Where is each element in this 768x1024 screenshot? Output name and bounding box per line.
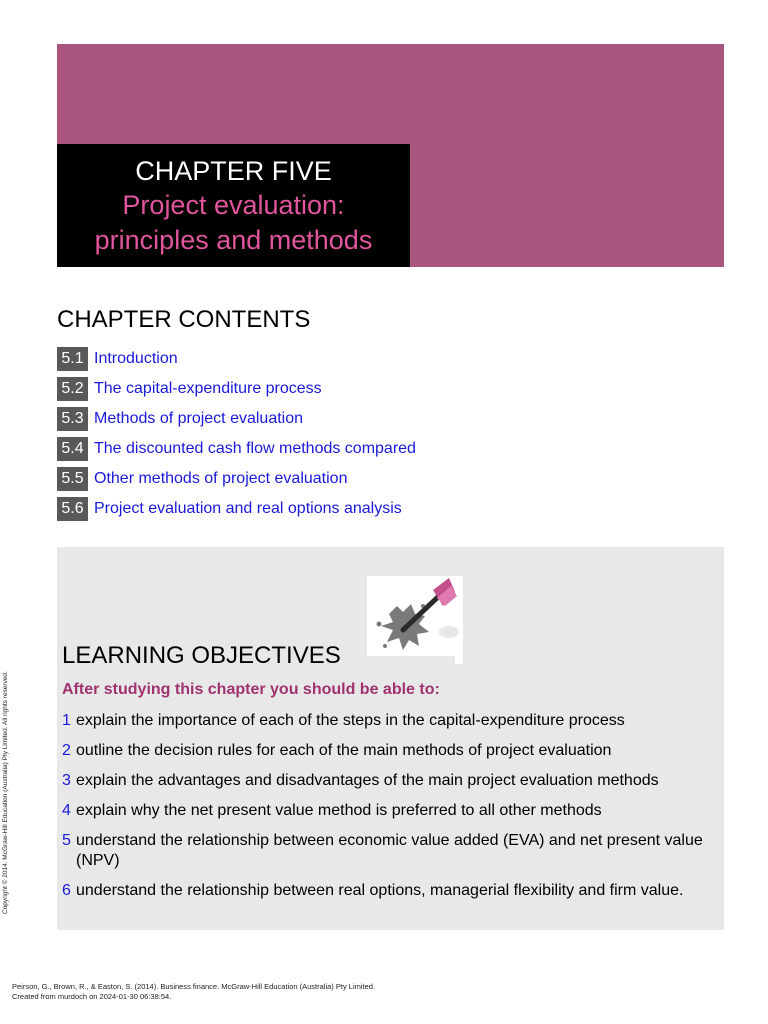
section-number: 5.5 (57, 467, 88, 491)
section-link[interactable]: Other methods of project evaluation (94, 470, 348, 487)
chapter-title-box (57, 144, 410, 267)
objective-item (62, 771, 722, 791)
contents-heading: CHAPTER CONTENTS (57, 306, 311, 333)
objective-number: 4 (62, 802, 71, 819)
contents-list (57, 344, 416, 524)
objective-text: understand the relationship between real options, managerial flexibility and firm value. (76, 882, 684, 899)
objective-item (62, 881, 722, 901)
contents-item[interactable] (57, 374, 416, 404)
footer-citation: Peirson, G., Brown, R., & Easton, S. (2014). Business finance. McGraw-Hill Education (Australia) Pty Limited. (12, 982, 376, 991)
section-number: 5.1 (57, 347, 88, 371)
section-link[interactable]: Introduction (94, 350, 178, 367)
objective-item (62, 711, 722, 731)
contents-item[interactable] (57, 494, 416, 524)
footer-created: Created from murdoch on 2024-01-30 06:38:54. (12, 992, 172, 1001)
objective-number: 2 (62, 742, 71, 759)
contents-item[interactable] (57, 404, 416, 434)
learning-objectives-panel (57, 547, 724, 930)
objective-item (62, 831, 722, 871)
objective-item (62, 801, 722, 821)
objective-number: 6 (62, 882, 71, 899)
dart-target-icon (359, 576, 463, 664)
section-link[interactable]: The capital-expenditure process (94, 380, 322, 397)
section-number: 5.2 (57, 377, 88, 401)
objective-number: 5 (62, 832, 71, 849)
learning-objectives-intro: After studying this chapter you should be able to: (62, 681, 440, 698)
objective-text: understand the relationship between economic value added (EVA) and net present value (NPV) (76, 832, 703, 869)
section-link[interactable]: Project evaluation and real options analysis (94, 500, 402, 517)
section-number: 5.6 (57, 497, 88, 521)
objective-text: explain the importance of each of the steps in the capital-expenditure process (76, 712, 625, 729)
objective-number: 3 (62, 772, 71, 789)
chapter-title-line-1: Project evaluation: (122, 190, 345, 220)
section-link[interactable]: Methods of project evaluation (94, 410, 304, 427)
section-link[interactable]: The discounted cash flow methods compared (94, 440, 416, 457)
section-number: 5.3 (57, 407, 88, 431)
objective-number: 1 (62, 712, 71, 729)
learning-objectives-heading: LEARNING OBJECTIVES (62, 642, 341, 669)
learning-objectives-list (62, 711, 722, 911)
contents-item[interactable] (57, 344, 416, 374)
objective-item (62, 741, 722, 761)
side-copyright: Copyright © 2014. McGraw-Hill Education (Australia) Pty Limited. All rights reserved. (2, 671, 9, 914)
objective-text: outline the decision rules for each of the main methods of project evaluation (76, 742, 612, 759)
section-number: 5.4 (57, 437, 88, 461)
objective-text: explain why the net present value method is preferred to all other methods (76, 802, 602, 819)
chapter-title-line-2: principles and methods (94, 225, 373, 255)
contents-item[interactable] (57, 464, 416, 494)
contents-item[interactable] (57, 434, 416, 464)
objective-text: explain the advantages and disadvantages of the main project evaluation methods (76, 772, 659, 789)
footer (12, 982, 375, 1002)
chapter-label: CHAPTER FIVE (135, 156, 332, 186)
